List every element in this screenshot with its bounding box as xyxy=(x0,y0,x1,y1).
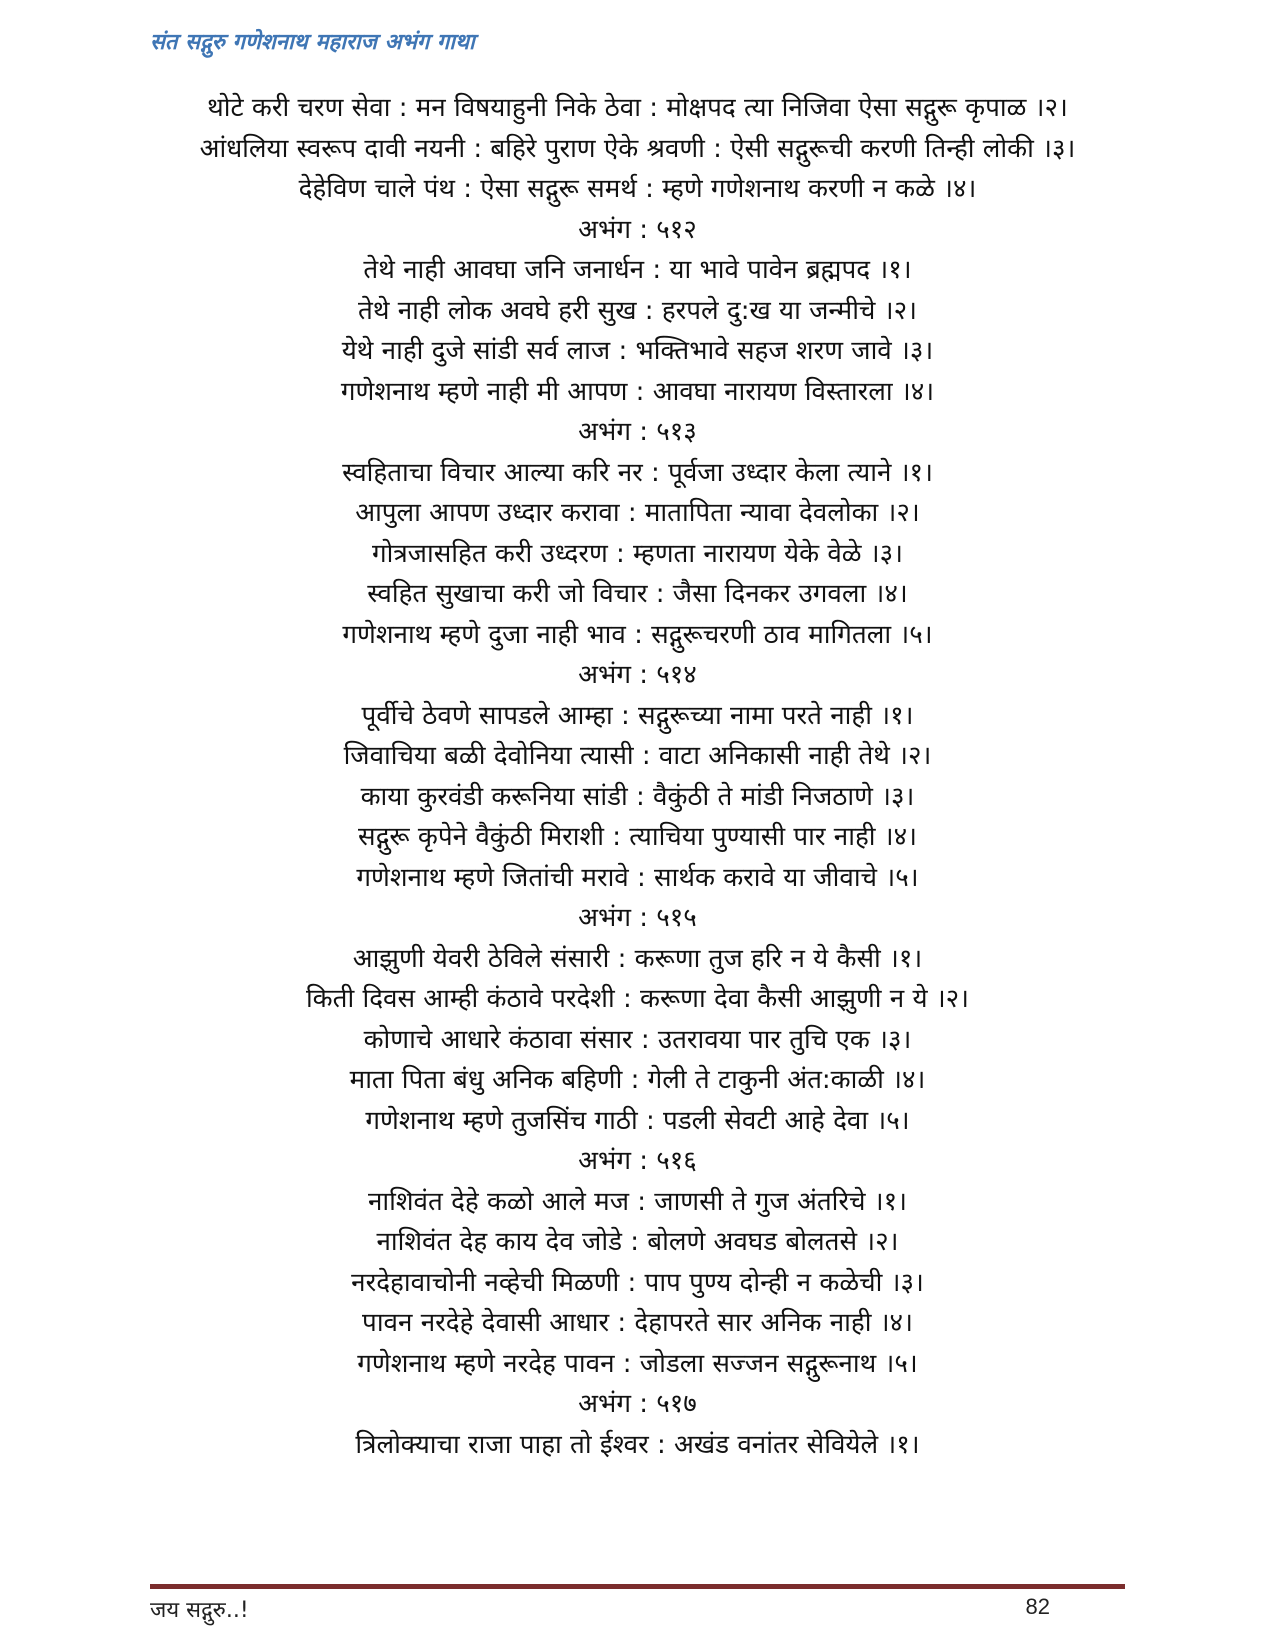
verse-line: आपुला आपण उध्दार करावा : मातापिता न्यावा देवलोका ।२। xyxy=(355,498,920,528)
verse-line: नाशिवंत देहे कळो आले मज : जाणसी ते गुज अंतरिचे ।१। xyxy=(367,1186,908,1217)
abhang-heading: अभंग : ५१२ xyxy=(578,214,697,245)
verse-line: आंधलिया स्वरूप दावी नयनी : बहिरे पुराण ऐके श्रवणी : ऐसी सद्गुरूची करणी तिन्ही लोकी ।३। xyxy=(199,133,1076,164)
running-header: संत सद्गुरु गणेशनाथ महाराज अभंग गाथा xyxy=(150,30,475,55)
verse-line: थोटे करी चरण सेवा : मन विषयाहुनी निके ठेवा : मोक्षपद त्या निजिवा ऐसा सद्गुरू कृपाळ ।२। xyxy=(207,93,1068,123)
verse-line: गणेशनाथ म्हणे नाही मी आपण : आवघा नारायण विस्तारला ।४। xyxy=(340,376,935,407)
verse-line: येथे नाही दुजे सांडी सर्व लाज : भक्तिभावे सहज शरण जावे ।३। xyxy=(341,336,934,366)
abhang-heading: अभंग : ५१४ xyxy=(578,660,697,690)
verse-line: स्वहित सुखाचा करी जो विचार : जैसा दिनकर उगवला ।४। xyxy=(367,579,908,609)
abhang-heading: अभंग : ५१३ xyxy=(578,417,697,447)
verse-line: देहेविण चाले पंथ : ऐसा सद्गुरू समर्थ : म्हणे गणेशनाथ करणी न कळे ।४। xyxy=(298,174,977,204)
abhang-heading: अभंग : ५१६ xyxy=(578,1146,697,1176)
verse-line: नरदेहावाचोनी नव्हेची मिळणी : पाप पुण्य दोन्ही न कळेची ।३। xyxy=(351,1267,924,1298)
verse-line: जिवाचिया बळी देवोनिया त्यासी : वाटा अनिकासी नाही तेथे ।२। xyxy=(343,741,932,771)
footer-text: जय सद्गुरु..! xyxy=(150,1598,249,1623)
verse-line: तेथे नाही आवघा जनि जनार्धन : या भावे पावेन ब्रह्मपद ।१। xyxy=(363,255,912,285)
verse-line: नाशिवंत देह काय देव जोडे : बोलणे अवघड बोलतसे ।२। xyxy=(376,1227,899,1257)
verse-line: गणेशनाथ म्हणे जितांची मरावे : सार्थक करावे या जीवाचे ।५। xyxy=(356,862,919,893)
page-number: 82 xyxy=(1025,1594,1050,1619)
verse-line: पूर्वीचे ठेवणे सापडले आम्हा : सद्गुरूच्या नामा परते नाही ।१। xyxy=(361,700,914,731)
verse-line: काया कुरवंडी करूनिया सांडी : वैकुंठी ते मांडी निजठाणे ।३। xyxy=(360,781,915,812)
verse-line: किती दिवस आम्ही कंठावे परदेशी : करूणा देवा कैसी आझुणी न ये ।२। xyxy=(305,984,970,1014)
verse-line: आझुणी येवरी ठेविले संसारी : करूणा तुज हरि न ये कैसी ।१। xyxy=(352,943,923,974)
verse-line: गणेशनाथ म्हणे नरदेह पावन : जोडला सज्जन सद्गुरूनाथ ।५। xyxy=(357,1348,918,1379)
verse-line: माता पिता बंधु अनिक बहिणी : गेली ते टाकुनी अंत:काळी ।४। xyxy=(349,1065,926,1095)
verse-line: कोणाचे आधारे कंठावा संसार : उतरावया पार तुचि एक ।३। xyxy=(363,1024,912,1055)
verse-line: गणेशनाथ म्हणे दुजा नाही भाव : सद्गुरूचरणी ठाव मागितला ।५। xyxy=(342,619,933,650)
footer-rule xyxy=(150,1584,1125,1589)
abhang-heading: अभंग : ५१७ xyxy=(578,1389,697,1419)
verse-line: सद्गुरू कृपेने वैकुंठी मिराशी : त्याचिया पुण्यासी पार नाही ।४। xyxy=(358,822,917,852)
page-body xyxy=(150,88,1125,1465)
verse-line: पावन नरदेहे देवासी आधार : देहापरते सार अनिक नाही ।४। xyxy=(362,1308,913,1338)
verse-line: स्वहिताचा विचार आल्या करि नर : पूर्वजा उध्दार केला त्याने ।१। xyxy=(342,457,933,488)
verse-line: तेथे नाही लोक अवघे हरी सुख : हरपले दु:ख या जन्मीचे ।२। xyxy=(358,295,917,326)
abhang-heading: अभंग : ५१५ xyxy=(578,903,697,933)
verse-line: त्रिलोक्याचा राजा पाहा तो ईश्वर : अखंड वनांतर सेवियेले ।१। xyxy=(355,1429,920,1460)
verse-line: गणेशनाथ म्हणे तुजसिंच गाठी : पडली सेवटी आहे देवा ।५। xyxy=(365,1105,910,1136)
verse-line: गोत्रजासहित करी उध्दरण : म्हणता नारायण येके वेळे ।३। xyxy=(371,538,904,569)
